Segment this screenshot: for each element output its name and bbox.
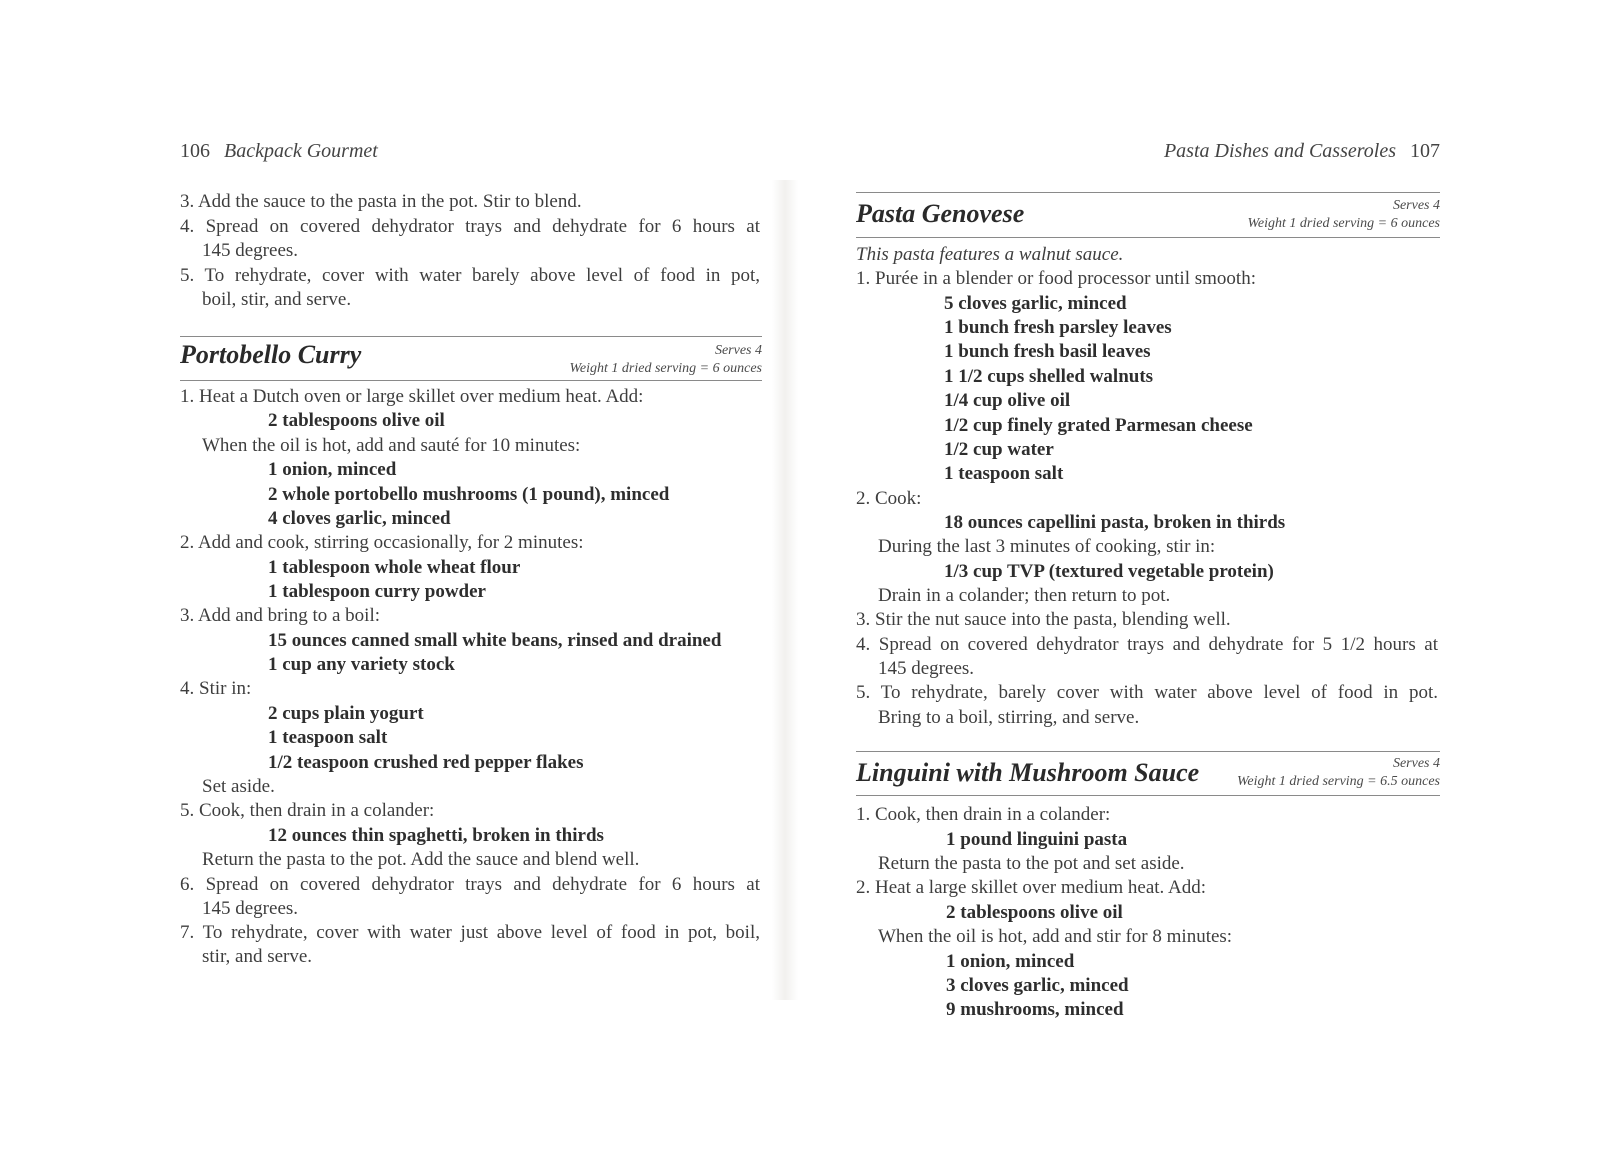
ingredient-line: 1 1/2 cups shelled walnuts xyxy=(944,366,1154,387)
instruction-line: When the oil is hot, add and sauté for 10 minutes: xyxy=(202,435,581,456)
step-line: 4. Spread on covered dehydrator trays and dehydrate for 5 1/2 hours at xyxy=(856,634,1438,655)
step-line: 2. Add and cook, stirring occasionally, for 2 minutes: xyxy=(180,532,584,553)
page-number: 106 xyxy=(180,140,210,162)
step-line: 3. Stir the nut sauce into the pasta, blending well. xyxy=(856,609,1231,630)
step-line: 4. Spread on covered dehydrator trays and dehydrate for 6 hours at xyxy=(180,216,760,237)
ingredient-line: 3 cloves garlic, minced xyxy=(946,975,1129,996)
step-line: 2. Cook: xyxy=(856,488,922,509)
ingredient-line: 1/3 cup TVP (textured vegetable protein) xyxy=(944,561,1274,582)
ingredient-line: 1 cup any variety stock xyxy=(268,654,455,675)
ingredient-line: 1 pound linguini pasta xyxy=(946,829,1128,850)
step-line: 145 degrees. xyxy=(878,658,975,679)
step-line: Bring to a boil, stirring, and serve. xyxy=(878,707,1140,728)
right-running-head xyxy=(1164,140,1440,163)
step-line: 1. Purée in a blender or food processor until smooth: xyxy=(856,268,1256,289)
step-line: 5. Cook, then drain in a colander: xyxy=(180,800,435,821)
step-line: 3. Add and bring to a boil: xyxy=(180,605,381,626)
ingredient-line: 2 whole portobello mushrooms (1 pound), minced xyxy=(268,484,670,505)
running-title: Pasta Dishes and Casseroles xyxy=(1163,140,1396,162)
recipe-weight: Weight 1 dried serving = 6 ounces xyxy=(569,361,762,376)
ingredient-line: 1 teaspoon salt xyxy=(268,727,388,748)
recipe-title: Linguini with Mushroom Sauce xyxy=(856,758,1200,787)
recipe-serves: Serves 4 xyxy=(714,343,762,358)
ingredient-line: 1 bunch fresh parsley leaves xyxy=(944,317,1172,338)
ingredient-line: 5 cloves garlic, minced xyxy=(944,293,1127,314)
ingredient-line: 1 tablespoon whole wheat flour xyxy=(268,557,521,578)
ingredient-line: 18 ounces capellini pasta, broken in thirds xyxy=(944,512,1286,533)
recipe-top-rule xyxy=(856,192,1440,193)
ingredient-line: 1/2 cup water xyxy=(944,439,1054,460)
step-line: 5. To rehydrate, barely cover with water above level of food in pot. xyxy=(856,682,1438,703)
step-line: 2. Heat a large skillet over medium heat. Add: xyxy=(856,877,1206,898)
step-line: 1. Heat a Dutch oven or large skillet over medium heat. Add: xyxy=(180,386,644,407)
recipe-serves: Serves 4 xyxy=(1392,198,1440,213)
step-line: 5. To rehydrate, cover with water barely above level of food in pot, xyxy=(180,265,760,286)
recipe-title: Portobello Curry xyxy=(180,340,362,369)
recipe-bottom-rule xyxy=(856,795,1440,796)
recipe-top-rule xyxy=(180,336,762,337)
ingredient-line: 2 tablespoons olive oil xyxy=(268,410,445,431)
step-line: 6. Spread on covered dehydrator trays and dehydrate for 6 hours at xyxy=(180,874,760,895)
book-gutter-shadow xyxy=(772,180,798,1000)
step-line: 145 degrees. xyxy=(202,240,299,261)
ingredient-line: 12 ounces thin spaghetti, broken in thirds xyxy=(268,825,604,846)
instruction-line: Set aside. xyxy=(202,776,275,797)
recipe-bottom-rule xyxy=(180,380,762,381)
ingredient-line: 2 cups plain yogurt xyxy=(268,703,424,724)
ingredient-line: 15 ounces canned small white beans, rinsed and drained xyxy=(268,630,722,651)
ingredient-line: 1 onion, minced xyxy=(946,951,1075,972)
page-number: 107 xyxy=(1410,140,1440,162)
step-line: 4. Stir in: xyxy=(180,678,252,699)
recipe-title: Pasta Genovese xyxy=(856,199,1025,228)
ingredient-line: 2 tablespoons olive oil xyxy=(946,902,1123,923)
instruction-line: When the oil is hot, add and stir for 8 minutes: xyxy=(878,926,1233,947)
ingredient-line: 1/2 teaspoon crushed red pepper flakes xyxy=(268,752,584,773)
step-line: 3. Add the sauce to the pasta in the pot. Stir to blend. xyxy=(180,191,582,212)
running-title: Backpack Gourmet xyxy=(224,140,378,162)
ingredient-line: 4 cloves garlic, minced xyxy=(268,508,451,529)
recipe-weight: Weight 1 dried serving = 6 ounces xyxy=(1247,216,1440,231)
ingredient-line: 1 tablespoon curry powder xyxy=(268,581,486,602)
step-line: 7. To rehydrate, cover with water just above level of food in pot, boil, xyxy=(180,922,760,943)
ingredient-line: 1 onion, minced xyxy=(268,459,397,480)
step-line: boil, stir, and serve. xyxy=(202,289,352,310)
ingredient-line: 1 bunch fresh basil leaves xyxy=(944,341,1151,362)
recipe-bottom-rule xyxy=(856,237,1440,238)
recipe-serves: Serves 4 xyxy=(1392,756,1440,771)
instruction-line: Return the pasta to the pot. Add the sauce and blend well. xyxy=(202,849,640,870)
step-line: stir, and serve. xyxy=(202,946,313,967)
recipe-weight: Weight 1 dried serving = 6.5 ounces xyxy=(1237,774,1440,789)
recipe-intro: This pasta features a walnut sauce. xyxy=(856,244,1124,265)
ingredient-line: 1/4 cup olive oil xyxy=(944,390,1071,411)
instruction-line: During the last 3 minutes of cooking, stir in: xyxy=(878,536,1216,557)
ingredient-line: 9 mushrooms, minced xyxy=(946,999,1124,1020)
ingredient-line: 1 teaspoon salt xyxy=(944,463,1064,484)
instruction-line: Return the pasta to the pot and set aside. xyxy=(878,853,1185,874)
recipe-top-rule xyxy=(856,751,1440,752)
step-line: 1. Cook, then drain in a colander: xyxy=(856,804,1111,825)
instruction-line: Drain in a colander; then return to pot. xyxy=(878,585,1171,606)
step-line: 145 degrees. xyxy=(202,898,299,919)
ingredient-line: 1/2 cup finely grated Parmesan cheese xyxy=(944,415,1253,436)
left-running-head xyxy=(180,140,378,163)
